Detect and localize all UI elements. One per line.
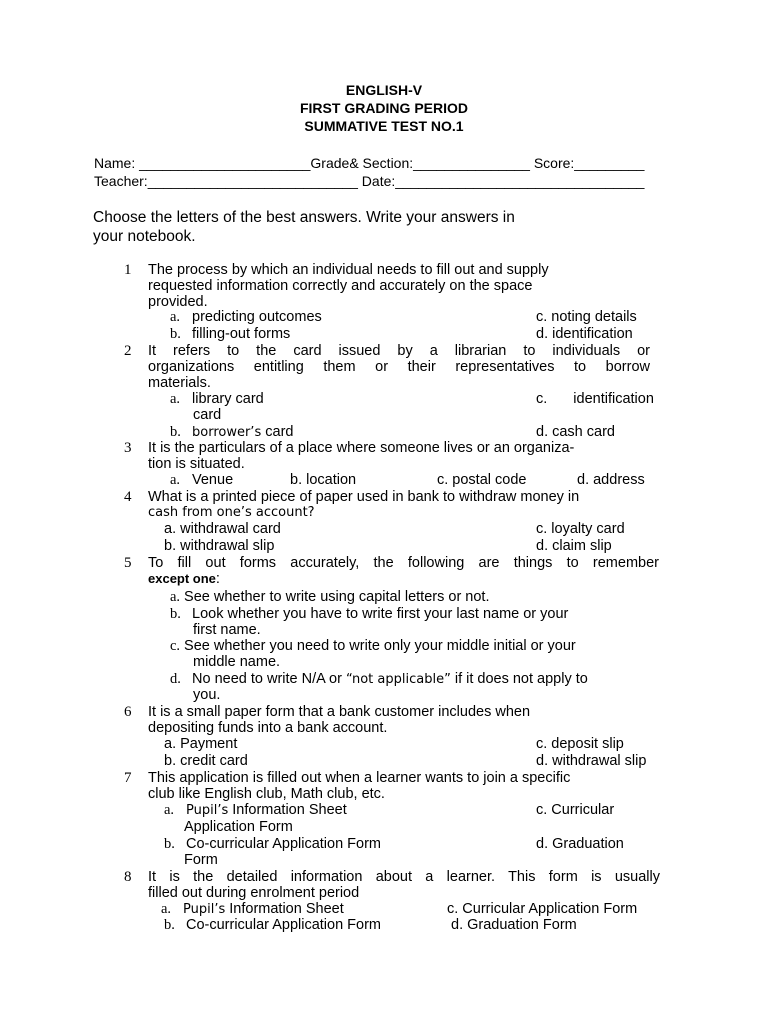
question-line: provided. (148, 294, 208, 310)
option-b-continuation: first name. (193, 622, 261, 638)
option-b (164, 836, 381, 852)
question-line: It is the detailed information about a learner. This form is usually (148, 869, 660, 885)
option-text: library card (192, 391, 264, 407)
option-a (170, 472, 233, 488)
question-number: 3 (124, 440, 132, 456)
question-line: materials. (148, 375, 211, 391)
option-d: d. claim slip (536, 538, 612, 554)
option-letter: d. (170, 671, 181, 687)
question-number: 7 (124, 770, 132, 786)
question-line: cash from one’s account? (148, 505, 315, 520)
option-letter: a. (170, 472, 181, 488)
option-d: d. withdrawal slip (536, 753, 647, 769)
option-a (170, 391, 264, 407)
option-letter: b. (170, 606, 181, 622)
option-c: c. deposit slip (536, 736, 624, 752)
question-line: This application is filled out when a learner wants to join a specific (148, 770, 571, 786)
option-c (536, 391, 654, 407)
option-letter: a. (164, 802, 175, 818)
question-colon: : (215, 571, 220, 587)
option-c: c. postal code (437, 472, 527, 488)
question-text (148, 343, 650, 391)
option-text: Pupil’s (183, 902, 226, 917)
option-a: a. withdrawal card (164, 521, 281, 537)
option-b (170, 606, 568, 622)
option-text: No need to write N/A or (192, 671, 342, 687)
option-c: c. noting details (536, 309, 637, 325)
option-b-continuation: Form (184, 852, 218, 868)
option-a (161, 901, 344, 918)
option-d: d. identification (536, 326, 633, 342)
option-letter: b. (170, 326, 181, 342)
question-text (148, 555, 659, 587)
option-letter: b. (164, 836, 175, 852)
option-a (170, 309, 322, 325)
option-a: a. Payment (164, 736, 238, 752)
question-line: The process by which an individual needs to fill out and supply (148, 262, 549, 278)
option-d: d. Graduation (536, 836, 624, 852)
option-letter: a. (161, 901, 172, 917)
option-text: Co-curricular Application Form (186, 917, 382, 933)
option-a-continuation: card (193, 407, 222, 423)
option-d-continuation: you. (193, 687, 221, 703)
grading-period-title: FIRST GRADING PERIOD (299, 100, 468, 116)
worksheet-header (0, 81, 768, 135)
option-d: d. address (577, 472, 645, 488)
question-line (148, 571, 659, 587)
option-text: identification (573, 391, 654, 407)
question-line: organizations entitling them or their representatives to borrow (148, 359, 650, 375)
question-number: 1 (124, 262, 132, 278)
option-b: b. credit card (164, 753, 248, 769)
teacher-date-line: Teacher:___________________________ Date:________________________________ (94, 173, 645, 189)
option-letter: c. (170, 638, 181, 654)
question-text (148, 440, 666, 472)
question-text (148, 770, 666, 802)
option-c: c. Curricular Application Form (447, 901, 638, 917)
option-a-continuation: Application Form (184, 819, 293, 835)
option-b (170, 424, 293, 441)
option-b (164, 917, 381, 933)
instructions-line-2: your notebook. (93, 228, 196, 245)
option-letter: a. (170, 309, 181, 325)
option-text: Pupil’s (186, 803, 229, 818)
option-d (170, 671, 588, 688)
test-title: SUMMATIVE TEST NO.1 (304, 118, 464, 134)
question-text (148, 262, 666, 310)
question-text (148, 489, 666, 521)
option-text: Co-curricular Application Form (186, 836, 382, 852)
question-number: 5 (124, 555, 132, 571)
question-line: It refers to the card issued by a librarian to individuals or (148, 343, 650, 359)
option-a (164, 802, 347, 819)
question-number: 2 (124, 343, 132, 359)
option-text: Look whether you have to write first your last name or your (192, 606, 569, 622)
instructions (93, 208, 633, 246)
option-c: c. Curricular (536, 802, 615, 818)
option-letter: a. (170, 391, 181, 407)
question-line: What is a printed piece of paper used in bank to withdraw money in (148, 489, 580, 505)
option-text: borrower’s (192, 425, 262, 440)
option-c: c. loyalty card (536, 521, 625, 537)
student-info-line: Name: ______________________Grade& Section:_______________ Score:_________ (94, 155, 645, 171)
question-number: 6 (124, 704, 132, 720)
question-line: depositing funds into a bank account. (148, 720, 388, 736)
option-b (170, 326, 290, 342)
option-d: d. Graduation Form (451, 917, 577, 933)
instructions-line-1: Choose the letters of the best answers. Write your answers in (93, 209, 515, 226)
option-text: Venue (192, 472, 234, 488)
option-c (170, 638, 576, 654)
except-one-emphasis: except one (148, 571, 216, 586)
question-line: It is the particulars of a place where someone lives or an organiza- (148, 440, 575, 456)
question-line: filled out during enrolment period (148, 885, 360, 901)
option-b: b. location (290, 472, 357, 488)
option-b: b. withdrawal slip (164, 538, 275, 554)
question-line: tion is situated. (148, 456, 245, 472)
option-text: Information Sheet (232, 802, 347, 818)
question-line: club like English club, Math club, etc. (148, 786, 385, 802)
option-letter: b. (164, 917, 175, 933)
subject-title: ENGLISH-V (345, 82, 423, 98)
option-c-continuation: middle name. (193, 654, 281, 670)
option-text: Information Sheet (229, 901, 344, 917)
option-a (170, 589, 490, 605)
option-text: See whether to write using capital letters or not. (184, 589, 490, 605)
option-letter: b. (170, 424, 181, 440)
option-letter: a. (170, 589, 181, 605)
option-text: predicting outcomes (192, 309, 322, 325)
option-text-quoted: “not applicable” (345, 672, 451, 687)
option-text: card (265, 424, 294, 440)
question-line: requested information correctly and accurately on the space (148, 278, 533, 294)
question-number: 8 (124, 869, 132, 885)
option-letter: c. (536, 391, 548, 407)
option-text: See whether you need to write only your middle initial or your (184, 638, 576, 654)
question-line: To fill out forms accurately, the following are things to remember (148, 555, 659, 571)
option-d: d. cash card (536, 424, 615, 440)
question-line: It is a small paper form that a bank customer includes when (148, 704, 531, 720)
option-text: if it does not apply to (454, 671, 588, 687)
question-text (148, 704, 666, 736)
question-number: 4 (124, 489, 132, 505)
option-text: filling-out forms (192, 326, 291, 342)
question-text (148, 869, 660, 901)
